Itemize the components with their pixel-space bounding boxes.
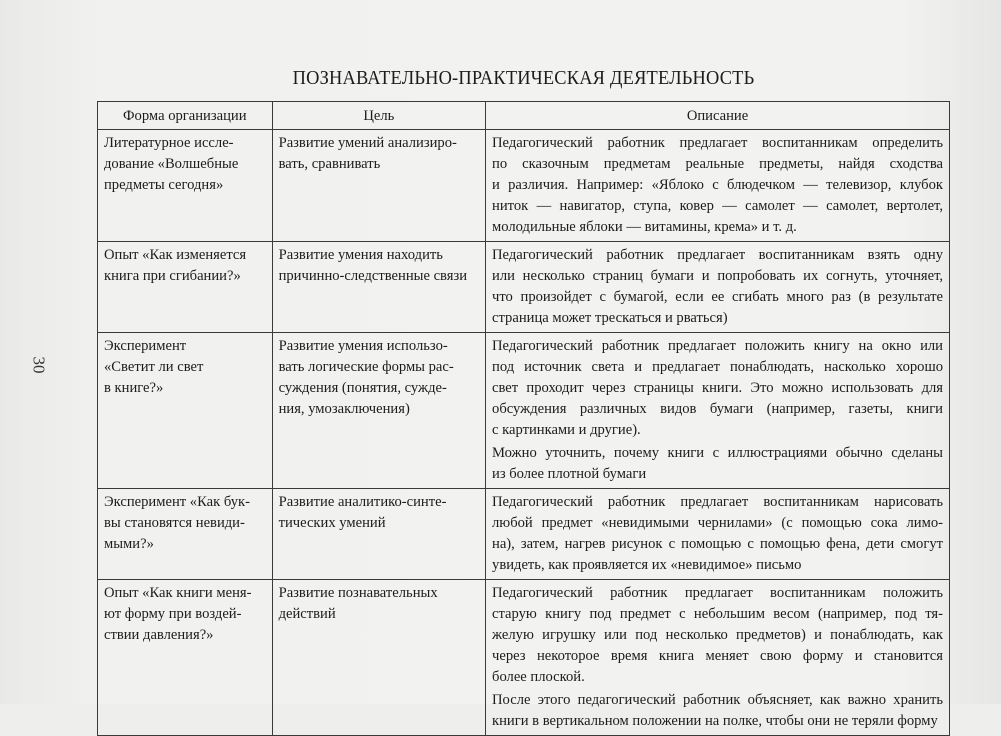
cell-goal	[272, 333, 485, 489]
cell-line: Опыт «Как изменяется	[104, 247, 247, 263]
cell-line: ют форму при воздей-	[104, 606, 242, 622]
cell-line: Развитие познавательных	[278, 585, 438, 601]
description-paragraph	[492, 336, 943, 441]
description-paragraph	[492, 690, 943, 732]
cell-form	[98, 130, 273, 242]
cell-goal	[272, 242, 485, 333]
description-paragraph	[492, 245, 943, 329]
cell-line: или несколько страниц бумаги и попробовать их согнуть, уточняет,	[492, 268, 943, 284]
cell-line: Развитие умений анализиро-	[278, 135, 457, 151]
cell-line: ствии давления?»	[104, 627, 214, 643]
cell-line: вать, сравнивать	[278, 156, 381, 172]
cell-line: более плоской.	[492, 669, 585, 685]
header-description: Описание	[486, 102, 950, 130]
cell-line: с картинками и другие).	[492, 422, 641, 438]
cell-line: под источник света и предлагает понаблюдать, насколько хорошо	[492, 359, 943, 375]
cell-line: Опыт «Как книги меня-	[104, 585, 252, 601]
cell-line: «Светит ли свет	[104, 359, 204, 375]
cell-line: вы становятся невиди-	[104, 515, 245, 531]
cell-line: Развитие аналитико-синте-	[278, 494, 447, 510]
cell-form	[98, 489, 273, 580]
cell-line: вать логические формы рас-	[278, 359, 454, 375]
cell-line: После этого педагогический работник объясняет, как важно хранить	[492, 692, 943, 708]
cell-line: Эксперимент «Как бук-	[104, 494, 250, 510]
cell-description	[486, 489, 950, 580]
cell-line: дование «Волшебные	[104, 156, 239, 172]
cell-line: желую игрушку или под несколько предметов) и понаблюдать, как	[492, 627, 943, 643]
cell-line: ниток — навигатор, ступа, ковер — самолет — самолет, вертолет,	[492, 198, 943, 214]
cell-line: в книге?»	[104, 380, 164, 396]
description-paragraph	[492, 133, 943, 238]
cell-form	[98, 333, 273, 489]
cell-line: Литературное иссле-	[104, 135, 234, 151]
cell-line: Педагогический работник предлагает воспитанникам нарисовать	[492, 494, 943, 510]
cell-line: страница может трескаться и рваться)	[492, 310, 728, 326]
page-title: ПОЗНАВАТЕЛЬНО-ПРАКТИЧЕСКАЯ ДЕЯТЕЛЬНОСТЬ	[292, 67, 755, 89]
cell-line: предметы сегодня»	[104, 177, 224, 193]
cell-line: Эксперимент	[104, 338, 187, 354]
cell-line: и различия. Например: «Яблоко с блюдечком — телевизор, клубок	[492, 177, 943, 193]
cell-description	[486, 130, 950, 242]
table-row	[98, 489, 950, 580]
cell-description	[486, 242, 950, 333]
cell-line: увидеть, как проявляется их «невидимое» письмо	[492, 557, 802, 573]
cell-line: Развитие умения находить	[278, 247, 443, 263]
cell-line: Педагогический работник предлагает воспитанникам определить	[492, 135, 943, 151]
cell-line: на), затем, нагрев рисунок с помощью с помощью фена, дети смогут	[492, 536, 943, 552]
description-paragraph	[492, 492, 943, 576]
header-goal: Цель	[272, 102, 485, 130]
table-row	[98, 130, 950, 242]
cell-line: Педагогический работник предлагает воспитанникам положить	[492, 585, 943, 601]
cell-line: ния, умозаключения)	[278, 401, 410, 417]
cell-line: что произойдет с бумагой, если ее сгибать много раз (в результате	[492, 289, 943, 305]
header-form: Форма организации	[98, 102, 273, 130]
description-paragraph	[492, 583, 943, 688]
table-row	[98, 333, 950, 489]
table-row	[98, 242, 950, 333]
table-header-row	[98, 102, 950, 130]
cell-line: обсуждения различных видов бумаги (например, газеты, книги	[492, 401, 943, 417]
cell-line: книга при сгибании?»	[104, 268, 241, 284]
cell-line: Можно уточнить, почему книги с иллюстрациями обычно сделаны	[492, 445, 943, 461]
cell-line: молодильные яблоки — витамины, крема» и т. д.	[492, 219, 797, 235]
cell-line: через некоторое время книга меняет свою форму и становится	[492, 648, 943, 664]
cell-line: причинно-следственные связи	[278, 268, 468, 284]
cell-description	[486, 333, 950, 489]
cell-line: Педагогический работник предлагает воспитанникам взять одну	[492, 247, 943, 263]
cell-line: Педагогический работник предлагает положить книгу на окно или	[492, 338, 943, 354]
description-paragraph	[492, 443, 943, 485]
cell-goal	[272, 489, 485, 580]
cell-line: Развитие умения использо-	[278, 338, 448, 354]
cell-goal	[272, 580, 485, 736]
table-row	[98, 580, 950, 736]
cell-line: свет проходит через страницы книги. Это можно использовать для	[492, 380, 943, 396]
cell-line: из более плотной бумаги	[492, 466, 647, 482]
cell-description	[486, 580, 950, 736]
cell-line: любой предмет «невидимыми чернилами» (с помощью сока лимо-	[492, 515, 943, 531]
cell-form	[98, 242, 273, 333]
activities-table	[97, 101, 950, 736]
cell-line: книги в вертикальном положении на полке, чтобы они не теряли форму	[492, 713, 938, 729]
cell-line: тических умений	[278, 515, 386, 531]
cell-line: по сказочным предметам реальные предметы, найдя сходства	[492, 156, 943, 172]
cell-line: старую книгу под предмет с небольшим весом (например, под тя-	[492, 606, 943, 622]
cell-form	[98, 580, 273, 736]
cell-goal	[272, 130, 485, 242]
cell-line: действий	[278, 606, 336, 622]
cell-line: суждения (понятия, сужде-	[278, 380, 447, 396]
page-number: 30	[29, 356, 49, 374]
cell-line: мыми?»	[104, 536, 154, 552]
